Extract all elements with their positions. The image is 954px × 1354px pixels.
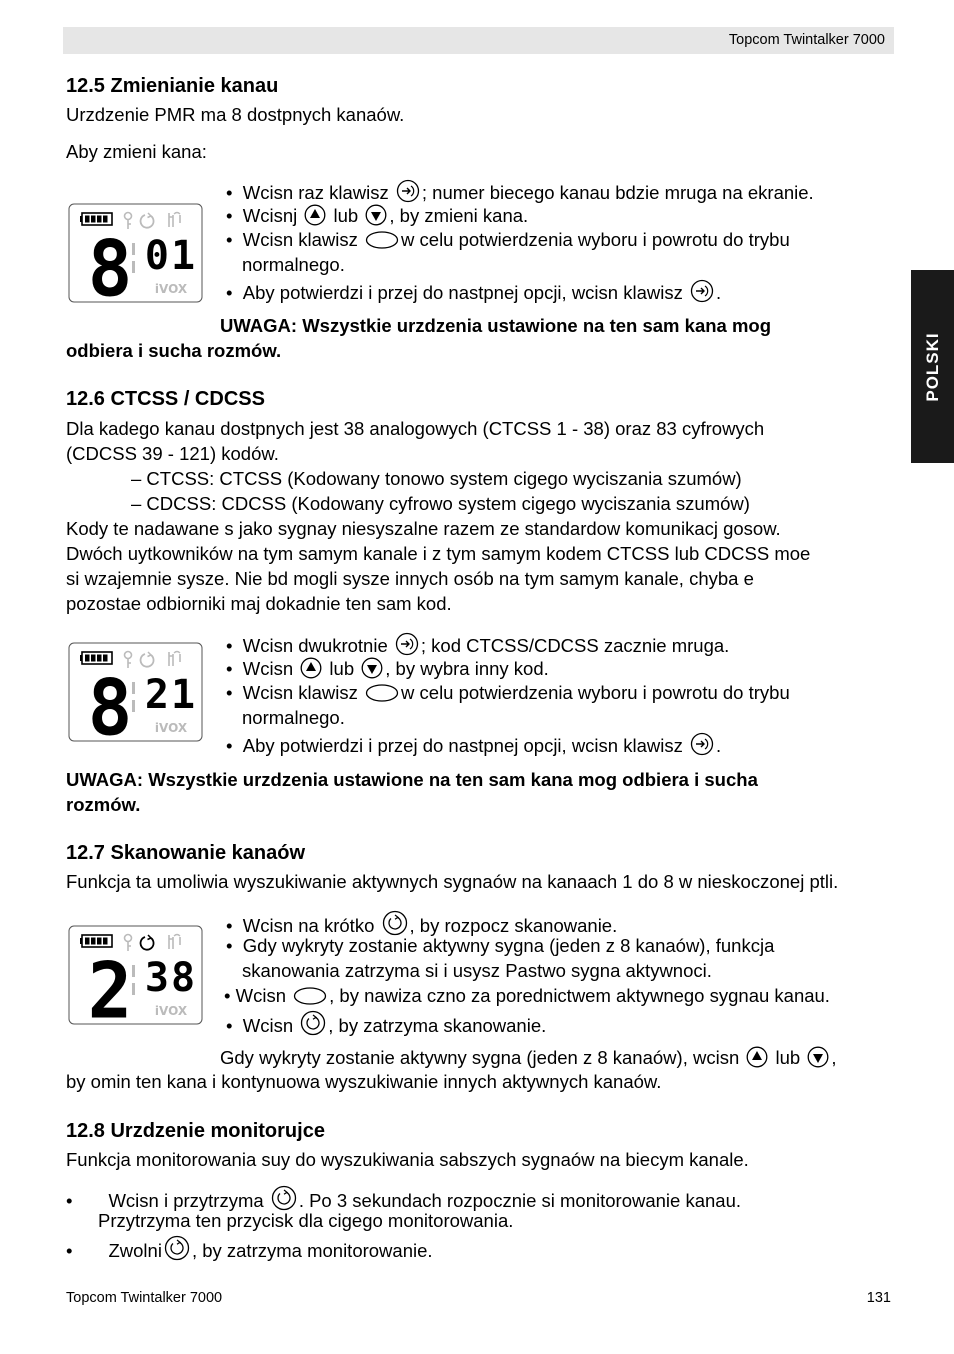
menu-key-icon — [396, 179, 420, 203]
lcd-separator — [132, 700, 135, 712]
s127-bullet-3: • Wcisn , by nawiza czno za porednictwem aktywnego sygnau kanau. — [224, 985, 830, 1006]
s127-para-2: Gdy wykryty zostanie aktywny sygna (jeden z 8 kanaów), wcisn lub , — [220, 1047, 837, 1068]
up-key-icon — [746, 1046, 768, 1068]
section-12-6-heading: 12.6 CTCSS / CDCSS — [66, 388, 265, 410]
lcd-separator — [132, 983, 135, 995]
s127-bullet-2-cont: skanowania zatrzyma si i usysz Pastwo sygna aktywnoci. — [242, 960, 712, 981]
lcd-vox-label: iVOX — [154, 282, 188, 296]
s126-para-1: Dla kadego kanau dostpnych jest 38 analogowych (CTCSS 1 - 38) oraz 83 cyfrowych — [66, 418, 765, 439]
header-title: Topcom Twintalker 7000 — [728, 32, 885, 48]
ptt-key-icon — [293, 986, 327, 1006]
language-tab — [911, 270, 954, 463]
ptt-key-icon — [365, 683, 399, 703]
up-key-icon — [300, 657, 322, 679]
s126-bullet-3-cont: normalnego. — [242, 707, 345, 728]
s126-bullet-1: • Wcisn dwukrotnie ; kod CTCSS/CDCSS zacznie mruga. — [226, 632, 729, 657]
lcd-channel-digit: 8 — [87, 223, 133, 303]
s128-bullet-1: • Wcisn i przytrzyma . Po 3 sekundach rozpocznie si monitorowanie kanau. — [66, 1185, 741, 1212]
s126-para-3: Kody te nadawane s jako sygnay niesyszalne razem ze standardow komunikacj gosow. — [66, 518, 781, 539]
page-number: 131 — [866, 1290, 891, 1306]
s128-bullet-2: • Zwolni , by zatrzyma monitorowanie. — [66, 1235, 433, 1262]
s126-note-2: rozmów. — [66, 794, 141, 815]
s127-bullet-1: • Wcisn na krótko , by rozpocz skanowanie. — [226, 910, 617, 937]
down-key-icon — [365, 204, 387, 226]
down-key-icon — [807, 1046, 829, 1068]
up-key-icon — [304, 204, 326, 226]
s126-bullet-3: • Wcisn klawisz w celu potwierdzenia wyboru i powrotu do trybu — [226, 682, 790, 703]
lcd-separator — [132, 965, 135, 977]
s125-para-2: Aby zmieni kana: — [66, 141, 207, 162]
s126-bullet-4: • Aby potwierdzi i przej do nastpnej opcji, wcisn klawisz . — [226, 732, 721, 757]
lcd-code-digits: 01 — [144, 233, 198, 279]
s127-bullet-2: • Gdy wykryty zostanie aktywny sygna (jeden z 8 kanaów), funkcja — [226, 935, 775, 956]
lcd-separator — [132, 261, 135, 273]
section-12-7-heading: 12.7 Skanowanie kanaów — [66, 842, 305, 864]
s125-bullet-3: • Wcisn klawisz w celu potwierdzenia wyboru i powrotu do trybu — [226, 229, 790, 250]
monitor-key-icon — [271, 1185, 297, 1211]
lcd-vox-label: iVOX — [154, 1004, 188, 1018]
s125-bullet-3-cont: normalnego. — [242, 254, 345, 275]
s126-note-1: UWAGA: Wszystkie urzdzenia ustawione na ten sam kana mog odbiera i sucha — [66, 769, 758, 790]
s126-dash-1: – CTCSS: CTCSS (Kodowany tonowo system cigego wyciszania szumów) — [131, 468, 742, 489]
s127-bullet-4: • Wcisn , by zatrzyma skanowanie. — [226, 1010, 546, 1037]
s125-bullet-1: • Wcisn raz klawisz ; numer biecego kanau bdzie mruga na ekranie. — [226, 179, 814, 204]
s128-para-1: Funkcja monitorowania suy do wyszukiwania sabszych sygnaów na biecym kanale. — [66, 1149, 749, 1170]
header-bar — [63, 27, 894, 54]
s126-bullet-2: • Wcisn lub , by wybra inny kod. — [226, 658, 549, 679]
s126-para-5: si wzajemnie sysze. Nie bd mogli sysze innych osób na tym samym kanale, chyba e — [66, 568, 754, 589]
lcd-display-channel — [68, 203, 203, 303]
lcd-display-code — [68, 642, 203, 742]
lcd-separator — [132, 243, 135, 255]
ptt-key-icon — [365, 230, 399, 250]
scan-key-icon — [382, 910, 408, 936]
section-12-8-heading: 12.8 Urzdzenie monitorujce — [66, 1120, 325, 1142]
lcd-code-digits: 21 — [144, 672, 198, 718]
section-12-5-heading: 12.5 Zmienianie kanau — [66, 75, 279, 97]
menu-key-icon — [690, 279, 714, 303]
s125-bullet-2: • Wcisnj lub , by zmieni kana. — [226, 205, 529, 226]
lcd-vox-label: iVOX — [154, 721, 188, 735]
scan-key-icon — [300, 1010, 326, 1036]
s126-para-4: Dwóch uytkowników na tym samym kanale i z tym samym kodem CTCSS lub CDCSS moe — [66, 543, 811, 564]
s126-para-2: (CDCSS 39 - 121) kodów. — [66, 443, 279, 464]
s127-para-1: Funkcja ta umoliwia wyszukiwanie aktywnych sygnaów na kanaach 1 do 8 w nieskoczonej ptli. — [66, 871, 839, 892]
footer-title: Topcom Twintalker 7000 — [66, 1290, 223, 1306]
down-key-icon — [361, 657, 383, 679]
lcd-channel-digit: 8 — [87, 662, 133, 742]
menu-key-icon — [690, 732, 714, 756]
s125-bullet-4: • Aby potwierdzi i przej do nastpnej opcji, wcisn klawisz . — [226, 279, 721, 304]
monitor-key-icon — [164, 1235, 190, 1261]
language-tab-label: POLSKI — [922, 331, 942, 402]
s126-dash-2: – CDCSS: CDCSS (Kodowany cyfrowo system cigego wyciszania szumów) — [131, 493, 750, 514]
lcd-display-scan — [68, 925, 203, 1025]
lcd-channel-digit: 2 — [87, 945, 133, 1025]
lcd-code-digits: 38 — [144, 955, 198, 1001]
s126-para-6: pozostae odbiorniki maj dokadnie ten sam kod. — [66, 593, 452, 614]
s125-para-1: Urzdzenie PMR ma 8 dostpnych kanaów. — [66, 104, 405, 125]
menu-key-icon — [395, 632, 419, 656]
s125-note-2: odbiera i sucha rozmów. — [66, 340, 282, 361]
s128-bullet-1-cont: Przytrzyma ten przycisk dla cigego monitorowania. — [98, 1210, 514, 1231]
lcd-separator — [132, 682, 135, 694]
s125-note-1: UWAGA: Wszystkie urzdzenia ustawione na ten sam kana mog — [220, 315, 772, 336]
s127-para-3: by omin ten kana i kontynuowa wyszukiwanie innych aktywnych kanaów. — [66, 1071, 662, 1092]
